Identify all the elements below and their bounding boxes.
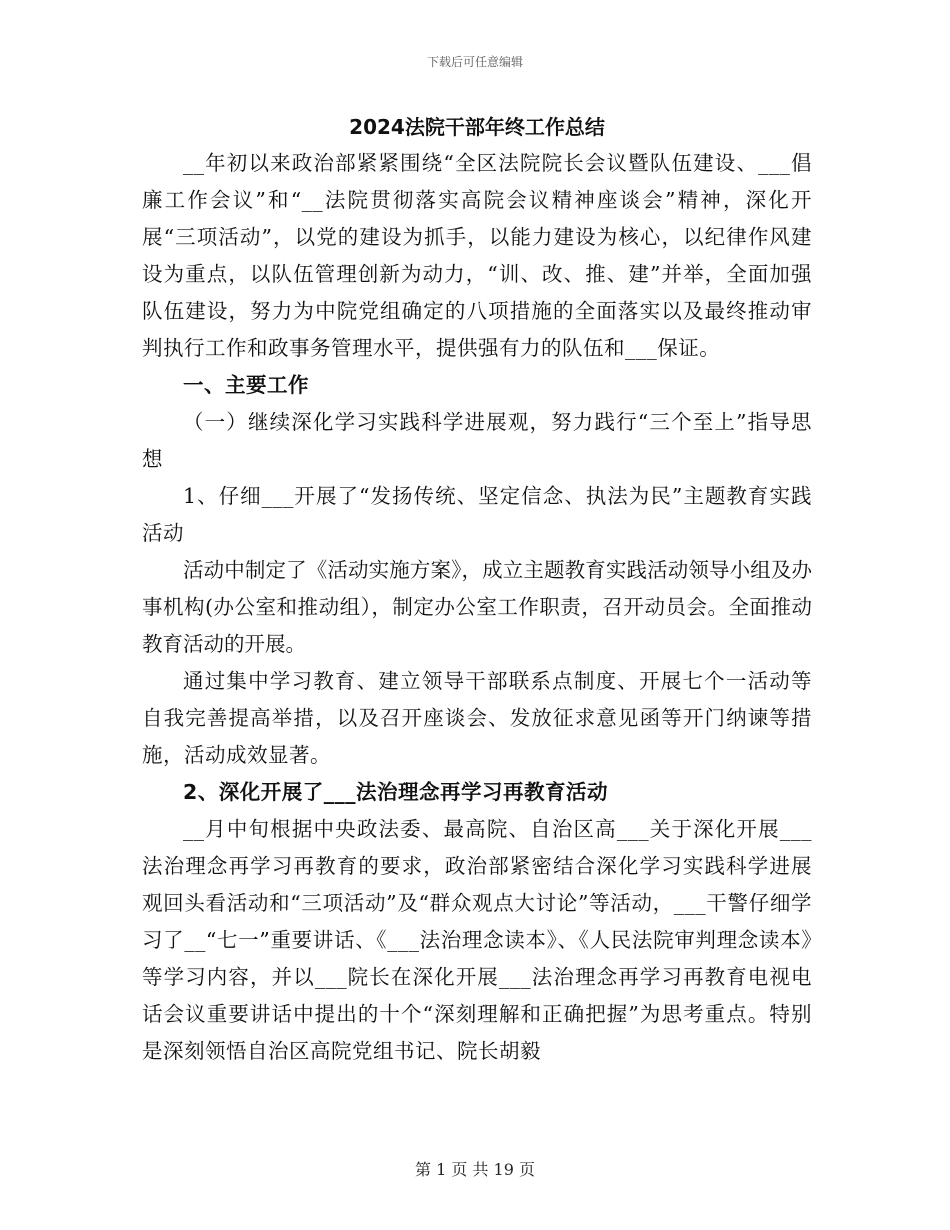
page-footer-number: 第 1 页 共 19 页 bbox=[415, 1160, 535, 1179]
paragraph-activity-results: 通过集中学习教育、建立领导干部联系点制度、开展七个一活动等自我完善提高举措，以及召开座谈会、发放征求意见函等开门纳谏等措施，活动成效显著。 bbox=[142, 669, 812, 767]
paragraph-activity-plan: 活动中制定了《活动实施方案》，成立主题教育实践活动领导小组及办事机构(办公室和推动组），制定办公室工作职责，召开动员会。全面推动教育活动的开展。 bbox=[142, 558, 812, 656]
paragraph-rule-of-law-education: __月中旬根据中央政法委、最高院、自治区高___关于深化开展___法治理念再学习再教育的要求，政治部紧密结合深化学习实践科学进展观回头看活动和“三项活动”及“群众观点大讨论”等活动，___干警仔细学习了__“七一”重要讲话、《___法治理念读本》、《人民法院审判理念读本》等学习内容，并以___院长在深化开展___法治理念再学习再教育电视电话会议重要讲话中提出的十个“深刻理解和正确把握”为思考重点。特别是深刻领悟自治区高院党组书记、院长胡毅 bbox=[142, 817, 812, 1063]
section-heading-main-work: 一、主要工作 bbox=[183, 373, 309, 397]
document-title: 2024法院干部年终工作总结 bbox=[349, 115, 605, 139]
item-heading-1: 1、仔细___开展了“发扬传统、坚定信念、执法为民”主题教育实践活动 bbox=[142, 484, 812, 545]
document-body bbox=[142, 114, 812, 1070]
paragraph-intro: __年初以来政治部紧紧围绕“全区法院院长会议暨队伍建设、___倡廉工作会议”和“__法院贯彻落实高院会议精神座谈会”精神，深化开展“三项活动”，以党的建设为抓手，以能力建设为核心，以纪律作风建设为重点，以队伍管理创新为动力，“训、改、推、建”并举，全面加强队伍建设，努力为中院党组确定的八项措施的全面落实以及最终推动审判执行工作和政事务管理水平，提供强有力的队伍和___保证。 bbox=[142, 151, 812, 360]
page-header-note: 下载后可任意编辑 bbox=[426, 55, 523, 69]
subsection-heading-1: （一）继续深化学习实践科学进展观，努力践行“三个至上”指导思想 bbox=[142, 410, 812, 471]
item-heading-2: 2、深化开展了___法治理念再学习再教育活动 bbox=[183, 780, 609, 804]
